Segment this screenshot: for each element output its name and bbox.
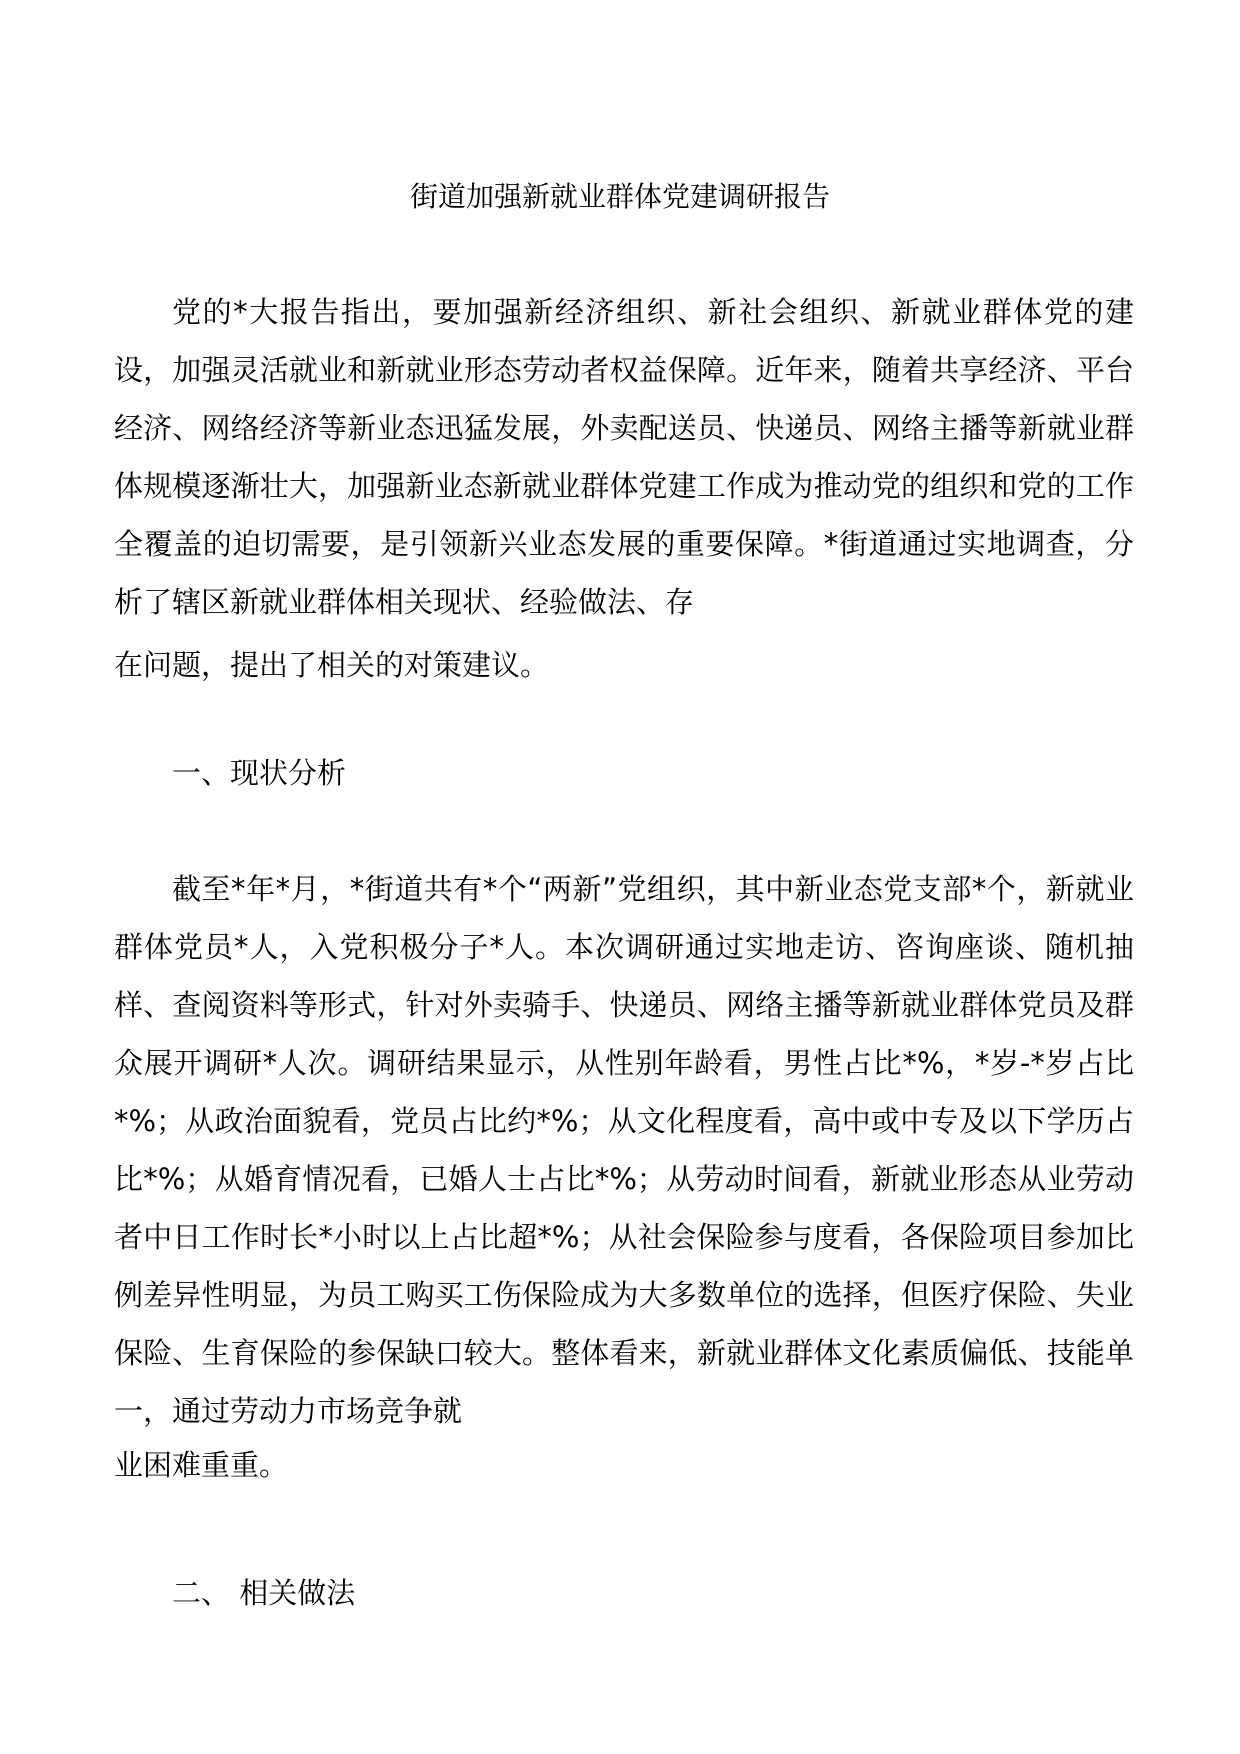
intro-paragraph: 党的*大报告指出，要加强新经济组织、新社会组织、新就业群体党的建设，加强灵活就业和新就业形态劳动者权益保障。近年来，随着共享经济、平台经济、网络经济等新业态迅猛发展，外卖配送员、快递员、网络主播等新就业群体规模逐渐壮大，加强新业态新就业群体党建工作成为推动党的组织和党的工作全覆盖的迫切需要，是引领新兴业态发展的重要保障。*街道通过实地调查，分析了辖区新就业群体相关现状、经验做法、存: [114, 295, 1134, 619]
status-paragraph-tail: 业困难重重。: [114, 1448, 289, 1482]
section-heading-status: 一、现状分析: [172, 756, 347, 790]
intro-paragraph-tail: 在问题，提出了相关的对策建议。: [114, 648, 550, 682]
status-paragraph: 截至*年*月，*街道共有*个“两新”党组织，其中新业态党支部*个，新就业群体党员*人，入党积极分子*人。本次调研通过实地走访、咨询座谈、随机抽样、查阅资料等形式，针对外卖骑手、快递员、网络主播等新就业群体党员及群众展开调研*人次。调研结果显示，从性别年龄看，男性占比*%，*岁-*岁占比*%；从政治面貌看，党员占比约*%；从文化程度看，高中或中专及以下学历占比*%；从婚育情况看，已婚人士占比*%；从劳动时间看，新就业形态从业劳动者中日工作时长*小时以上占比超*%；从社会保险参与度看，各保险项目参加比例差异性明显，为员工购买工伤保险成为大多数单位的选择，但医疗保险、失业保险、生育保险的参保缺口较大。整体看来，新就业群体文化素质偏低、技能单一，通过劳动力市场竞争就: [114, 872, 1134, 1428]
document-title: 街道加强新就业群体党建调研报告: [409, 180, 830, 213]
section-heading-practices: 二、 相关做法: [172, 1576, 356, 1610]
